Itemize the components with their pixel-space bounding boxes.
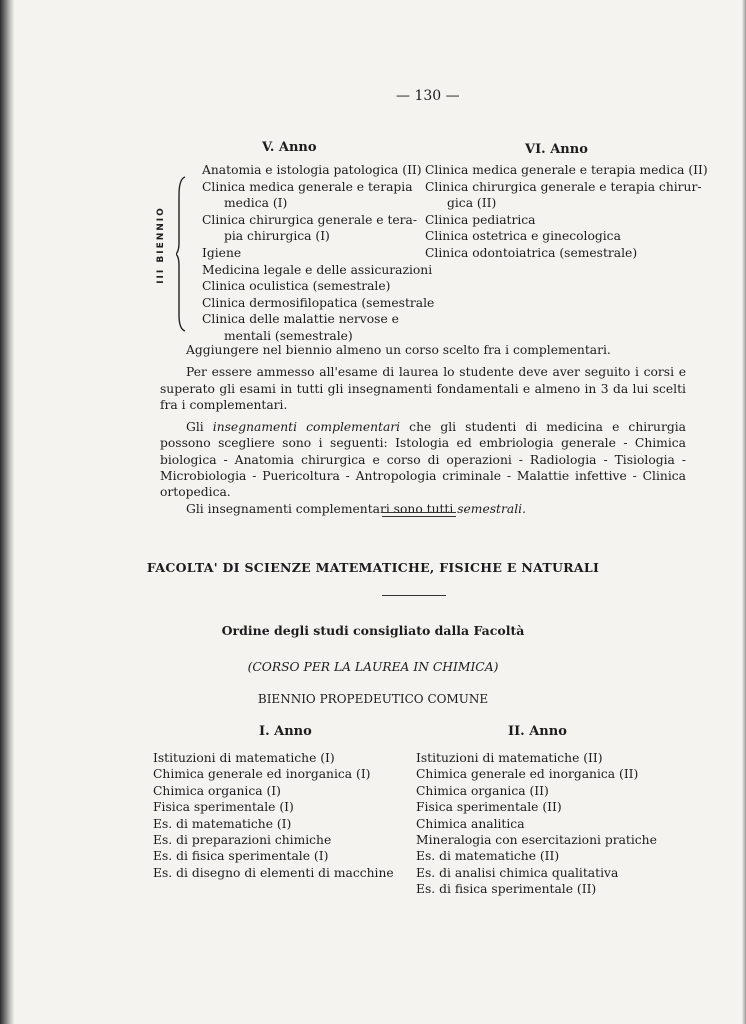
note-semestral: Gli insegnamenti complementari sono tutti semestrali. [186, 501, 526, 516]
course-item: Clinica medica generale e terapia medica (II) [425, 163, 708, 177]
year5-heading: V. Anno [262, 140, 317, 155]
course-item: Anatomia e istologia patologica (II) [202, 163, 422, 177]
course-item: Clinica odontoiatrica (semestrale) [425, 245, 638, 260]
course-item: Chimica analitica [416, 816, 525, 831]
course-item: Es. di matematiche (I) [153, 816, 292, 831]
course-item: Chimica generale ed inorganica (II) [416, 767, 639, 782]
biennio-heading: BIENNIO PROPEDEUTICO COMUNE [257, 692, 489, 706]
year6-course-list [425, 162, 708, 262]
course-item: Chimica generale ed inorganica (I) [153, 767, 371, 782]
course-item: Clinica oculistica (semestrale) [202, 279, 391, 294]
page-number: — 130 — [396, 88, 460, 104]
course-item: Es. di fisica sperimentale (I) [153, 849, 329, 864]
course-item-cont: mentali (semestrale) [224, 328, 353, 343]
scan-right-edge [742, 0, 746, 1024]
course-item-cont: gica (II) [447, 196, 497, 211]
year5-course-list [202, 162, 434, 345]
course-item-cont: pia chirurgica (I) [224, 229, 330, 244]
year2-course-list [416, 750, 657, 898]
course-item: Istituzioni di matematiche (II) [416, 751, 603, 765]
year2-heading: II. Anno [508, 724, 567, 739]
note-complementary: Gli insegnamenti complementari che gli studenti di medicina e chirurgia possono scegliere sono i seguenti: Istologia ed embriologia generale - Chimica biologica - Anatomia chirurgica e corso di operazioni - Radiologia - Tisiologia - Microbiologia - Puericoltura - Antropologia criminale - Malattie infettive - Clinica ortopedica. [160, 420, 686, 500]
course-item: Es. di preparazioni chimiche [153, 833, 332, 848]
course-item: Medicina legale e delle assicurazioni [202, 262, 433, 277]
course-item: Igiene [202, 245, 242, 260]
course-item: Clinica medica generale e terapia [202, 179, 413, 194]
course-subtitle: (CORSO PER LA LAUREA IN CHIMICA) [247, 660, 499, 674]
section-divider [382, 516, 456, 517]
biennio-label: III BIENNIO [156, 206, 166, 284]
course-item: Clinica ostetrica e ginecologica [425, 229, 621, 244]
course-item: Istituzioni di matematiche (I) [153, 751, 335, 765]
year1-course-list [153, 750, 394, 881]
section-divider [382, 512, 456, 513]
year1-heading: I. Anno [259, 724, 312, 739]
course-item: Clinica dermosifilopatica (semestrale [202, 295, 435, 310]
title-rule [382, 595, 446, 596]
course-item: Es. di disegno di elementi di macchine [153, 865, 394, 880]
scan-binding-edge [0, 0, 14, 1024]
notes-block [160, 342, 686, 517]
course-item: Es. di analisi chimica qualitativa [416, 865, 619, 880]
brace-mark [176, 175, 186, 333]
course-item: Fisica sperimentale (I) [153, 800, 294, 815]
course-item: Clinica delle malattie nervose e [202, 312, 399, 327]
course-item: Clinica chirurgica generale e tera- [202, 212, 418, 227]
note-admission: Per essere ammesso all'esame di laurea lo studente deve aver seguito i corsi e superato gli esami in tutti gli insegnamenti fondamentali e almeno in 3 da lui scelti fra i complementari. [160, 365, 686, 412]
note-biennio: Aggiungere nel biennio almeno un corso scelto fra i complementari. [186, 343, 611, 357]
course-item: Mineralogia con esercitazioni pratiche [416, 833, 657, 848]
order-title: Ordine degli studi consigliato dalla Facoltà [221, 623, 525, 638]
faculty-title: FACOLTA' DI SCIENZE MATEMATICHE, FISICHE E NATURALI [146, 560, 600, 575]
course-item: Fisica sperimentale (II) [416, 800, 562, 815]
course-item: Chimica organica (I) [153, 783, 281, 798]
year6-heading: VI. Anno [525, 142, 588, 157]
course-item: Es. di matematiche (II) [416, 849, 560, 864]
course-item: Es. di fisica sperimentale (II) [416, 882, 597, 897]
course-item-cont: medica (I) [224, 196, 288, 211]
course-item: Clinica pediatrica [425, 212, 536, 227]
course-item: Chimica organica (II) [416, 783, 549, 798]
course-item: Clinica chirurgica generale e terapia chirur- [425, 179, 702, 194]
